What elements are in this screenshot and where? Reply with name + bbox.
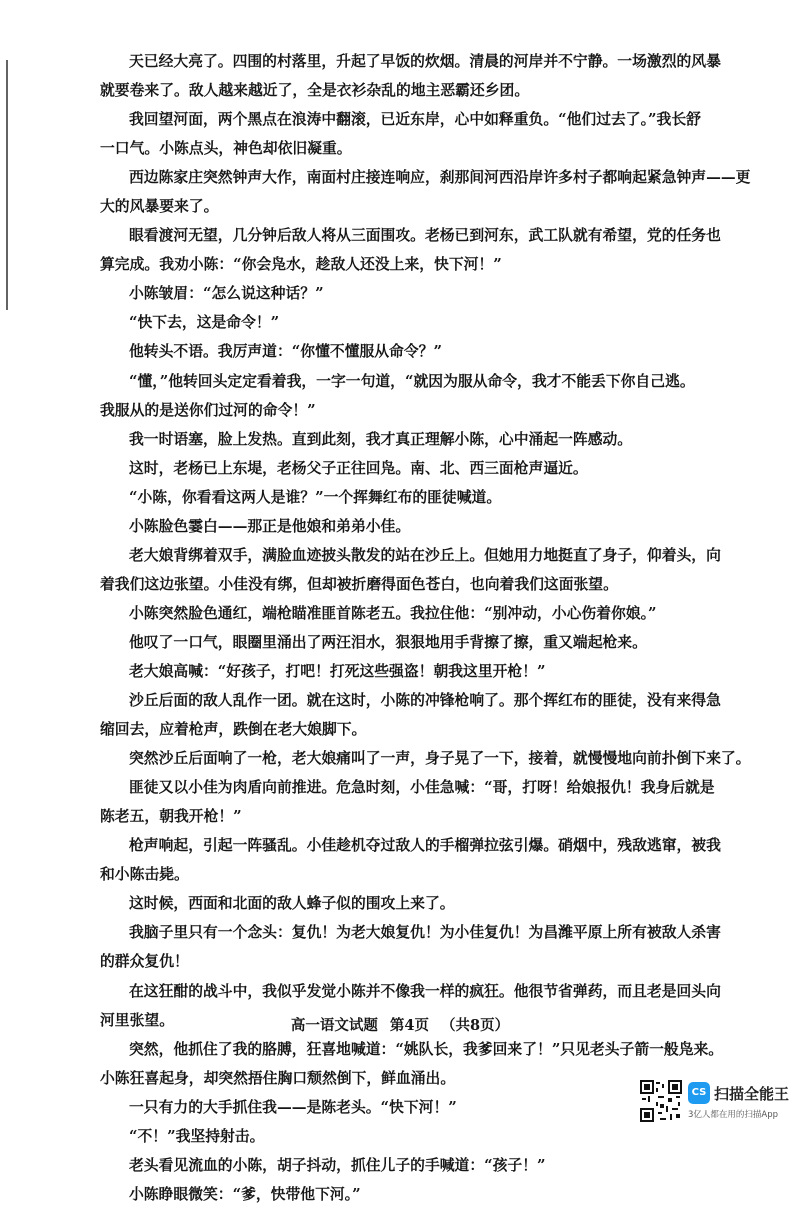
text-line: “小陈，你看看这两人是谁？”一个挥舞红布的匪徒喊道。	[129, 488, 502, 506]
text-line: “懂，”他转回头定定看着我，一字一句道，“就因为服从命令，我才不能丢下你自己逃。	[129, 372, 695, 390]
text-line: “快下去，这是命令！”	[129, 314, 280, 332]
text-line: 枪声响起，引起一阵骚乱。小佳趁机夺过敌人的手榴弹拉弦引爆。硝烟中，残敌逃窜，被我	[129, 837, 721, 855]
text-line: 这时候，西面和北面的敌人蜂子似的围攻上来了。	[129, 895, 455, 913]
text-line: 着我们这边张望。小佳没有绑，但却被折磨得面色苍白，也向着我们这面张望。	[100, 575, 618, 593]
text-line: 的群众复仇！	[100, 953, 189, 971]
text-line: 西边陈家庄突然钟声大作，南面村庄接连响应，刹那间河西沿岸许多村子都响起紧急钟声——更	[129, 169, 751, 187]
text-line: “不！”我坚持射击。	[129, 1127, 265, 1145]
text-line: 我回望河面，两个黑点在浪涛中翻滚，已近东岸，心中如释重负。“他们过去了。”我长舒	[129, 111, 701, 129]
text-line: 他转头不语。我厉声道：“你懂不懂服从命令？”	[129, 343, 442, 361]
binding-margin-line	[6, 60, 8, 310]
text-line: 他叹了一口气，眼圈里涌出了两汪泪水，狠狠地用手背擦了擦，重又端起枪来。	[129, 633, 647, 651]
text-line: 我脑子里只有一个念头：复仇！为老大娘复仇！为小佳复仇！为昌潍平原上所有被敌人杀害	[129, 924, 721, 942]
text-line: 在这狂酣的战斗中，我似乎发觉小陈并不像我一样的疯狂。他很节省弹药，而且老是回头向	[129, 982, 721, 1000]
text-line: 算完成。我劝小陈：“你会凫水，趁敌人还没上来，快下河！”	[100, 256, 502, 274]
text-line: 小陈睁眼微笑：“爹，快带他下河。”	[129, 1185, 361, 1203]
text-line: 匪徒又以小佳为肉盾向前推进。危急时刻，小佳急喊：“哥，打呀！给娘报仇！我身后就是	[129, 779, 715, 797]
text-line: 老头看见流血的小陈，胡子抖动，抓住儿子的手喊道：“孩子！”	[129, 1156, 546, 1174]
watermark-brand: 扫描全能王	[714, 1085, 790, 1103]
text-line: 一只有力的大手抓住我——是陈老头。“快下河！”	[129, 1098, 457, 1116]
scanner-watermark	[640, 1080, 790, 1124]
text-line: 沙丘后面的敌人乱作一团。就在这时，小陈的冲锋枪响了。那个挥红布的匪徒，没有来得急	[129, 692, 721, 710]
qr-code-icon	[640, 1080, 682, 1122]
text-line: 缩回去，应着枪声，跌倒在老大娘脚下。	[100, 721, 367, 739]
text-line: 小陈狂喜起身，却突然捂住胸口颓然倒下，鲜血涌出。	[100, 1069, 456, 1087]
footer-page-number: 第4页	[389, 1017, 429, 1034]
text-line: 这时，老杨已上东堤，老杨父子正往回凫。南、北、西三面枪声逼近。	[129, 459, 588, 477]
page-footer	[0, 1014, 800, 1035]
text-line: 就要卷来了。敌人越来越近了，全是衣衫杂乱的地主恶霸还乡团。	[100, 82, 530, 100]
text-line: 我一时语塞，脸上发热。直到此刻，我才真正理解小陈，心中涌起一阵感动。	[129, 430, 633, 448]
text-line: 老大娘高喊：“好孩子，打吧！打死这些强盗！朝我这里开枪！”	[129, 662, 546, 680]
text-line: 小陈皱眉：“怎么说这种话？”	[129, 285, 324, 303]
text-line: 一口气。小陈点头，神色却依旧凝重。	[100, 140, 352, 158]
text-line: 老大娘背绑着双手，满脸血迹披头散发的站在沙丘上。但她用力地挺直了身子，仰着头，向	[129, 546, 721, 564]
text-line: 眼看渡河无望，几分钟后敌人将从三面围攻。老杨已到河东，武工队就有希望，党的任务也	[129, 227, 721, 245]
footer-total-pages: （共8页）	[441, 1017, 510, 1034]
watermark-tagline: 3亿人都在用的扫描App	[688, 1110, 779, 1120]
text-line: 天已经大亮了。四围的村落里，升起了早饭的炊烟。清晨的河岸并不宁静。一场激烈的风暴	[129, 53, 721, 70]
text-line: 突然，他抓住了我的胳膊，狂喜地喊道：“姚队长，我爹回来了！”只见老头子箭一般凫来。	[129, 1040, 724, 1058]
text-line: 突然沙丘后面响了一枪，老大娘痛叫了一声，身子晃了一下，接着，就慢慢地向前扑倒下来了。	[129, 750, 751, 768]
text-line: 小陈突然脸色通红，端枪瞄准匪首陈老五。我拉住他：“别冲动，小心伤着你娘。”	[129, 604, 657, 622]
text-line: 河里张望。	[100, 1011, 174, 1029]
camscanner-logo-icon: CS	[688, 1082, 710, 1104]
text-line: 和小陈击毙。	[100, 866, 189, 884]
footer-exam-title: 高一语文试题	[290, 1017, 378, 1034]
text-line: 小陈脸色霎白——那正是他娘和弟弟小佳。	[129, 517, 411, 535]
text-line: 我服从的是送你们过河的命令！”	[100, 401, 316, 419]
text-line: 陈老五，朝我开枪！”	[100, 808, 242, 826]
text-line: 大的风暴要来了。	[100, 198, 219, 216]
